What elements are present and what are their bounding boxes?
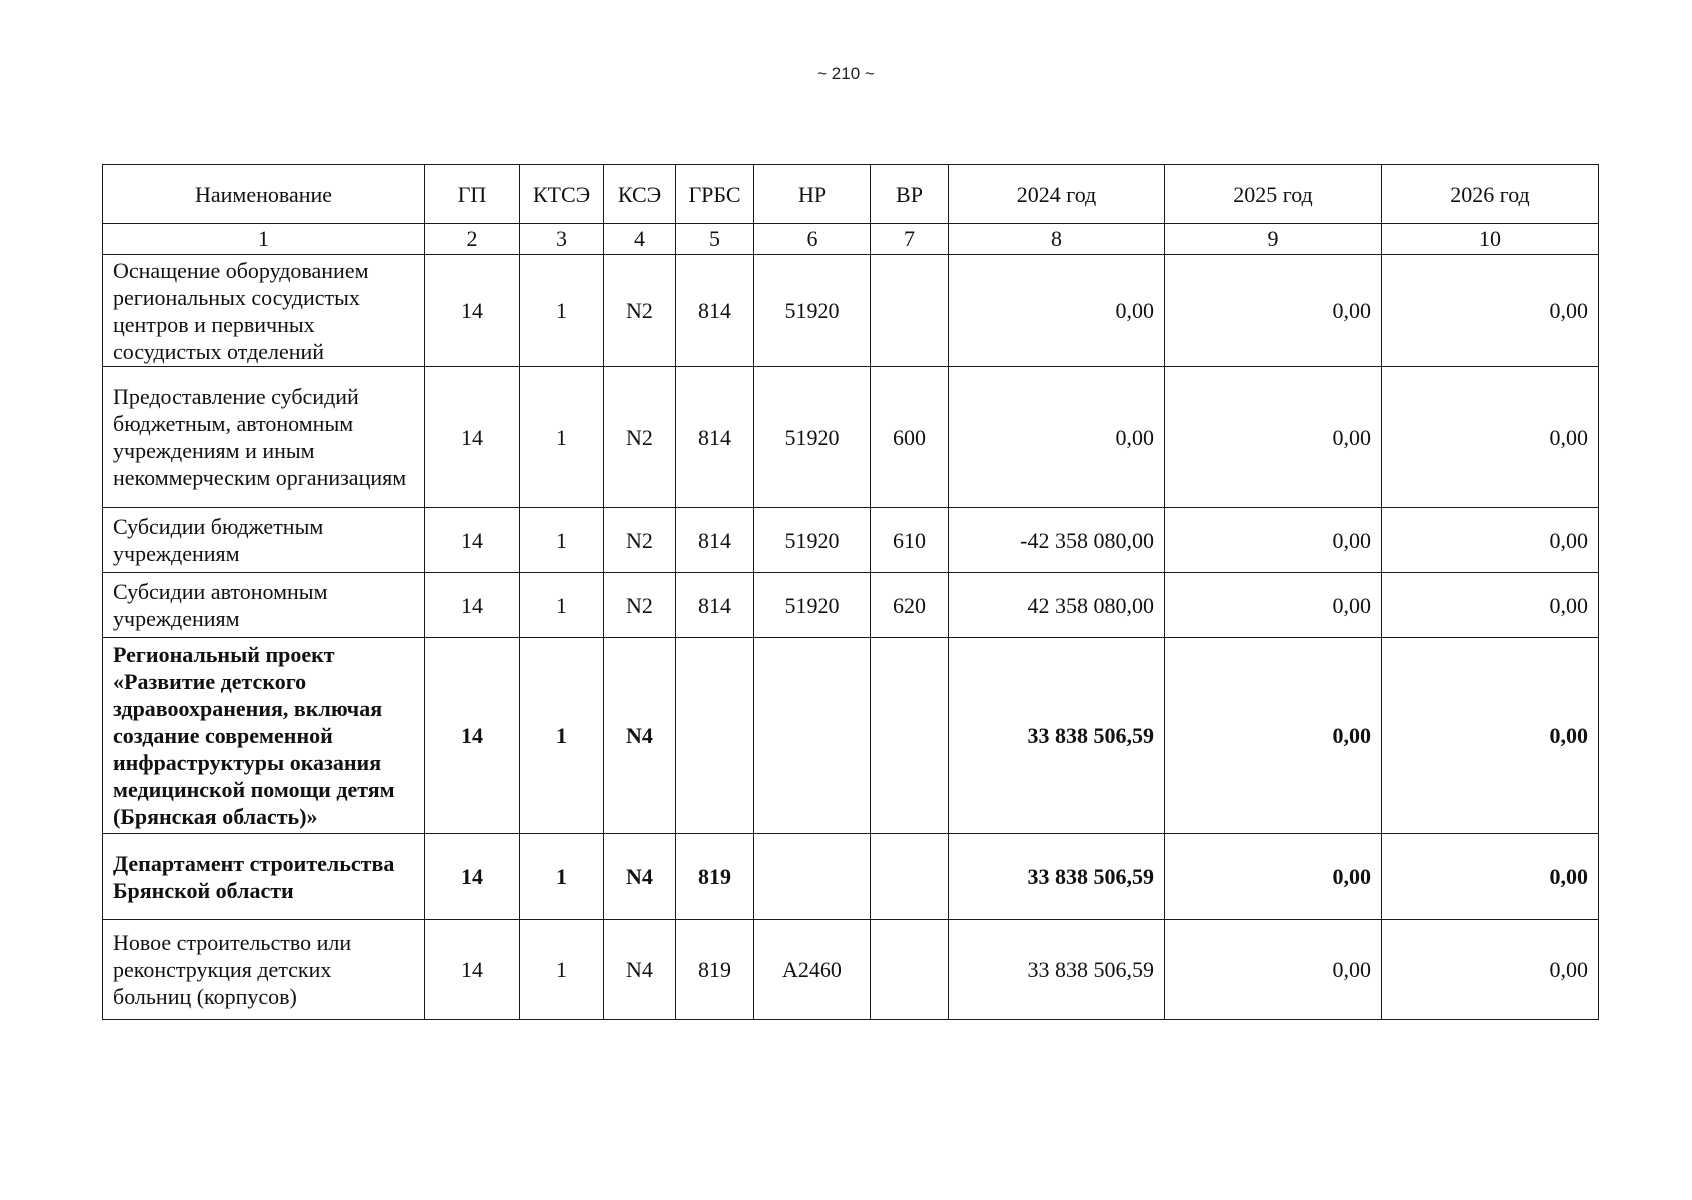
cell-ktse: 1 — [520, 834, 604, 920]
cell-grbs: 814 — [676, 255, 754, 367]
header-kse: КСЭ — [604, 165, 676, 224]
cell-2024: 0,00 — [949, 367, 1165, 508]
cell-vr: 620 — [871, 573, 949, 638]
cell-kse: N4 — [604, 834, 676, 920]
row-name: Департамент строительства Брянской области — [103, 834, 425, 920]
cell-vr: 610 — [871, 508, 949, 573]
cell-nr: 51920 — [754, 367, 871, 508]
column-number: 5 — [676, 224, 754, 255]
row-name: Субсидии бюджетным учреждениям — [103, 508, 425, 573]
cell-kse: N4 — [604, 638, 676, 834]
cell-ktse: 1 — [520, 573, 604, 638]
column-number: 7 — [871, 224, 949, 255]
cell-grbs: 814 — [676, 573, 754, 638]
column-number: 2 — [425, 224, 520, 255]
cell-2025: 0,00 — [1165, 508, 1382, 573]
cell-2024: -42 358 080,00 — [949, 508, 1165, 573]
cell-kse: N2 — [604, 508, 676, 573]
page-number: ~ 210 ~ — [817, 64, 875, 83]
table-row — [103, 573, 1599, 638]
cell-2025: 0,00 — [1165, 367, 1382, 508]
cell-gp: 14 — [425, 255, 520, 367]
cell-2024: 33 838 506,59 — [949, 920, 1165, 1020]
column-number-row — [103, 224, 1599, 255]
cell-2025: 0,00 — [1165, 255, 1382, 367]
column-number: 8 — [949, 224, 1165, 255]
row-name: Предоставление субсидий бюджетным, автономным учреждениям и иным некоммерческим организациям — [103, 367, 425, 508]
cell-gp: 14 — [425, 367, 520, 508]
cell-kse: N2 — [604, 367, 676, 508]
cell-ktse: 1 — [520, 920, 604, 1020]
cell-2026: 0,00 — [1382, 367, 1599, 508]
cell-gp: 14 — [425, 508, 520, 573]
table-row — [103, 920, 1599, 1020]
header-grbs: ГРБС — [676, 165, 754, 224]
row-name: Региональный проект «Развитие детского здравоохранения, включая создание современной инфраструктуры оказания медицинской помощи детям (Брянская область)» — [103, 638, 425, 834]
cell-grbs: 814 — [676, 508, 754, 573]
cell-nr: 51920 — [754, 573, 871, 638]
cell-2026: 0,00 — [1382, 573, 1599, 638]
cell-2024: 0,00 — [949, 255, 1165, 367]
cell-ktse: 1 — [520, 508, 604, 573]
cell-nr — [754, 638, 871, 834]
table-row — [103, 367, 1599, 508]
cell-2025: 0,00 — [1165, 834, 1382, 920]
cell-vr — [871, 255, 949, 367]
cell-2024: 33 838 506,59 — [949, 834, 1165, 920]
cell-kse: N4 — [604, 920, 676, 1020]
cell-2024: 42 358 080,00 — [949, 573, 1165, 638]
cell-nr: 51920 — [754, 508, 871, 573]
cell-vr — [871, 920, 949, 1020]
header-2024: 2024 год — [949, 165, 1165, 224]
table-row — [103, 508, 1599, 573]
cell-2025: 0,00 — [1165, 920, 1382, 1020]
cell-vr — [871, 638, 949, 834]
header-vr: ВР — [871, 165, 949, 224]
cell-kse: N2 — [604, 573, 676, 638]
cell-2025: 0,00 — [1165, 573, 1382, 638]
cell-ktse: 1 — [520, 255, 604, 367]
cell-grbs — [676, 638, 754, 834]
row-name: Новое строительство или реконструкция детских больниц (корпусов) — [103, 920, 425, 1020]
header-ktse: КТСЭ — [520, 165, 604, 224]
header-gp: ГП — [425, 165, 520, 224]
header-2026: 2026 год — [1382, 165, 1599, 224]
column-number: 1 — [103, 224, 425, 255]
budget-table — [102, 164, 1599, 1020]
header-nr: НР — [754, 165, 871, 224]
cell-2026: 0,00 — [1382, 508, 1599, 573]
row-name: Субсидии автономным учреждениям — [103, 573, 425, 638]
cell-ktse: 1 — [520, 367, 604, 508]
cell-2026: 0,00 — [1382, 255, 1599, 367]
cell-2025: 0,00 — [1165, 638, 1382, 834]
cell-2026: 0,00 — [1382, 834, 1599, 920]
cell-vr: 600 — [871, 367, 949, 508]
cell-nr — [754, 834, 871, 920]
column-number: 3 — [520, 224, 604, 255]
cell-gp: 14 — [425, 834, 520, 920]
cell-nr: А2460 — [754, 920, 871, 1020]
column-number: 9 — [1165, 224, 1382, 255]
table-row — [103, 638, 1599, 834]
header-row — [103, 165, 1599, 224]
cell-gp: 14 — [425, 920, 520, 1020]
cell-vr — [871, 834, 949, 920]
cell-nr: 51920 — [754, 255, 871, 367]
header-2025: 2025 год — [1165, 165, 1382, 224]
cell-2026: 0,00 — [1382, 920, 1599, 1020]
cell-2024: 33 838 506,59 — [949, 638, 1165, 834]
cell-grbs: 819 — [676, 920, 754, 1020]
cell-gp: 14 — [425, 573, 520, 638]
cell-grbs: 819 — [676, 834, 754, 920]
column-number: 4 — [604, 224, 676, 255]
column-number: 6 — [754, 224, 871, 255]
table-row — [103, 834, 1599, 920]
cell-gp: 14 — [425, 638, 520, 834]
cell-grbs: 814 — [676, 367, 754, 508]
column-number: 10 — [1382, 224, 1599, 255]
table-row — [103, 255, 1599, 367]
row-name: Оснащение оборудованием региональных сосудистых центров и первичных сосудистых отделений — [103, 255, 425, 367]
header-name: Наименование — [103, 165, 425, 224]
cell-kse: N2 — [604, 255, 676, 367]
cell-2026: 0,00 — [1382, 638, 1599, 834]
cell-ktse: 1 — [520, 638, 604, 834]
